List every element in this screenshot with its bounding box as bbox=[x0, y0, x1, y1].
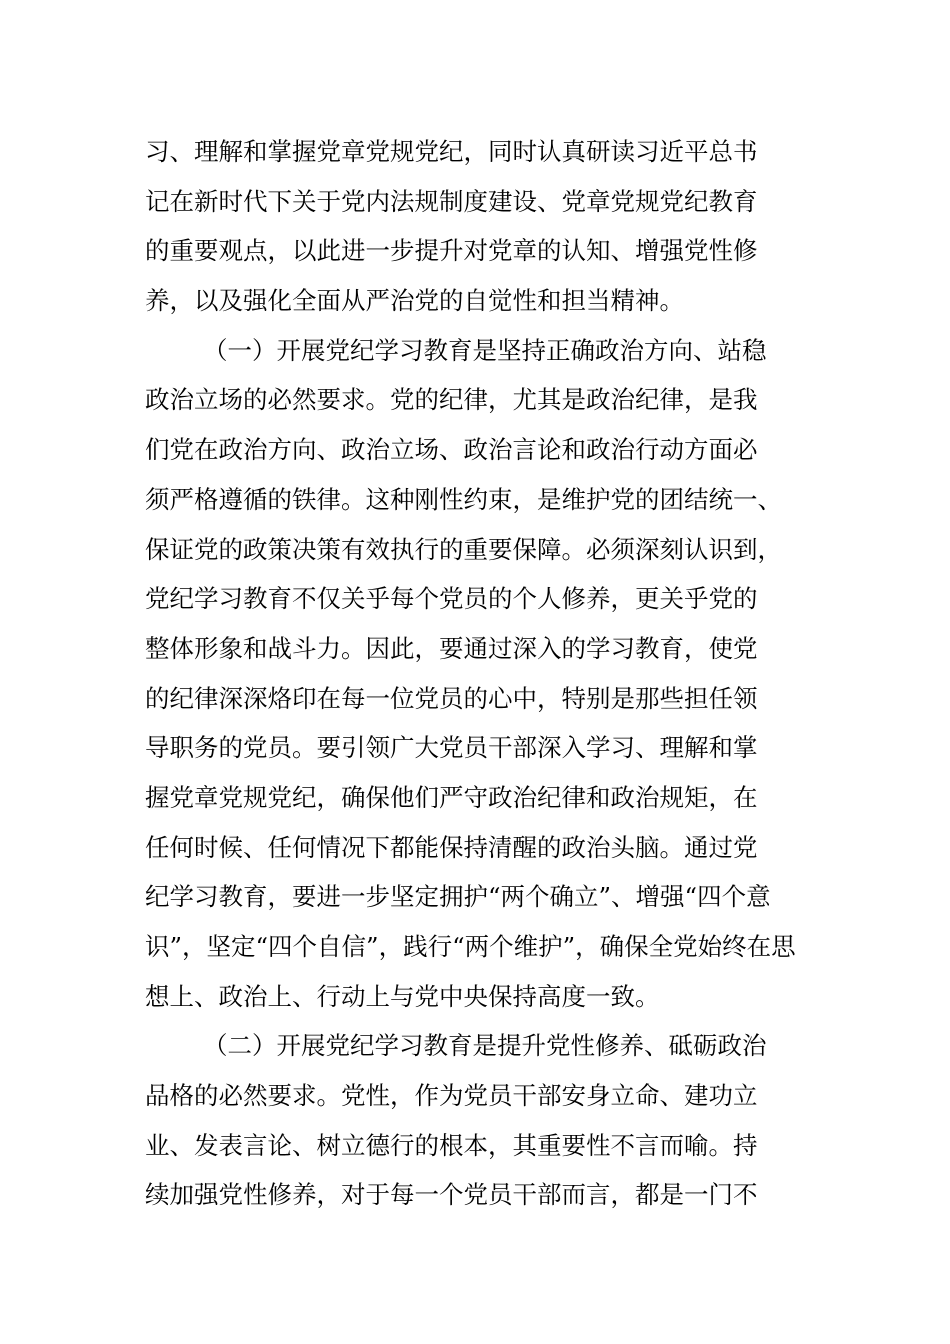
text-line: 整体形象和战斗力。因此，要通过深入的学习教育，使党 bbox=[145, 633, 758, 663]
text-line: 识”，坚定“四个自信”，践行“两个维护”，确保全党始终在思 bbox=[145, 932, 796, 961]
text-line: 习、理解和掌握党章党规党纪，同时认真研读习近平总书 bbox=[145, 137, 758, 166]
text-line: 握党章党规党纪，确保他们严守政治纪律和政治规矩，在 bbox=[145, 782, 758, 812]
text-line: 业、发表言论、树立德行的根本，其重要性不言而喻。持 bbox=[145, 1130, 758, 1160]
section-heading-line: （一）开展党纪学习教育是坚持正确政治方向、站稳 bbox=[203, 335, 767, 365]
text-line: 的纪律深深烙印在每一位党员的心中，特别是那些担任领 bbox=[145, 683, 758, 713]
text-line: 保证党的政策决策有效执行的重要保障。必须深刻认识到， bbox=[145, 534, 782, 564]
text-line: 导职务的党员。要引领广大党员干部深入学习、理解和掌 bbox=[145, 733, 758, 763]
text-line: 政治立场的必然要求。党的纪律，尤其是政治纪律，是我 bbox=[145, 385, 758, 415]
text-line: 养，以及强化全面从严治党的自觉性和担当精神。 bbox=[145, 286, 684, 316]
text-line: 任何时候、任何情况下都能保持清醒的政治头脑。通过党 bbox=[145, 832, 758, 862]
text-line: 记在新时代下关于党内法规制度建设、党章党规党纪教育 bbox=[145, 186, 758, 216]
section-heading-line: （二）开展党纪学习教育是提升党性修养、砥砺政治 bbox=[203, 1031, 767, 1061]
text-line: 的重要观点，以此进一步提升对党章的认知、增强党性修 bbox=[145, 236, 758, 266]
text-line: 续加强党性修养，对于每一个党员干部而言，都是一门不 bbox=[145, 1180, 758, 1210]
document-body bbox=[145, 127, 805, 1220]
text-line: 们党在政治方向、政治立场、政治言论和政治行动方面必 bbox=[145, 435, 758, 465]
text-line: 须严格遵循的铁律。这种刚性约束，是维护党的团结统一、 bbox=[145, 484, 782, 514]
text-line: 党纪学习教育不仅关乎每个党员的个人修养，更关乎党的 bbox=[145, 584, 758, 614]
text-line: 想上、政治上、行动上与党中央保持高度一致。 bbox=[145, 981, 660, 1011]
text-line: 纪学习教育，要进一步坚定拥护“两个确立”、增强“四个意 bbox=[145, 882, 771, 912]
text-line: 品格的必然要求。党性，作为党员干部安身立命、建功立 bbox=[145, 1081, 758, 1111]
